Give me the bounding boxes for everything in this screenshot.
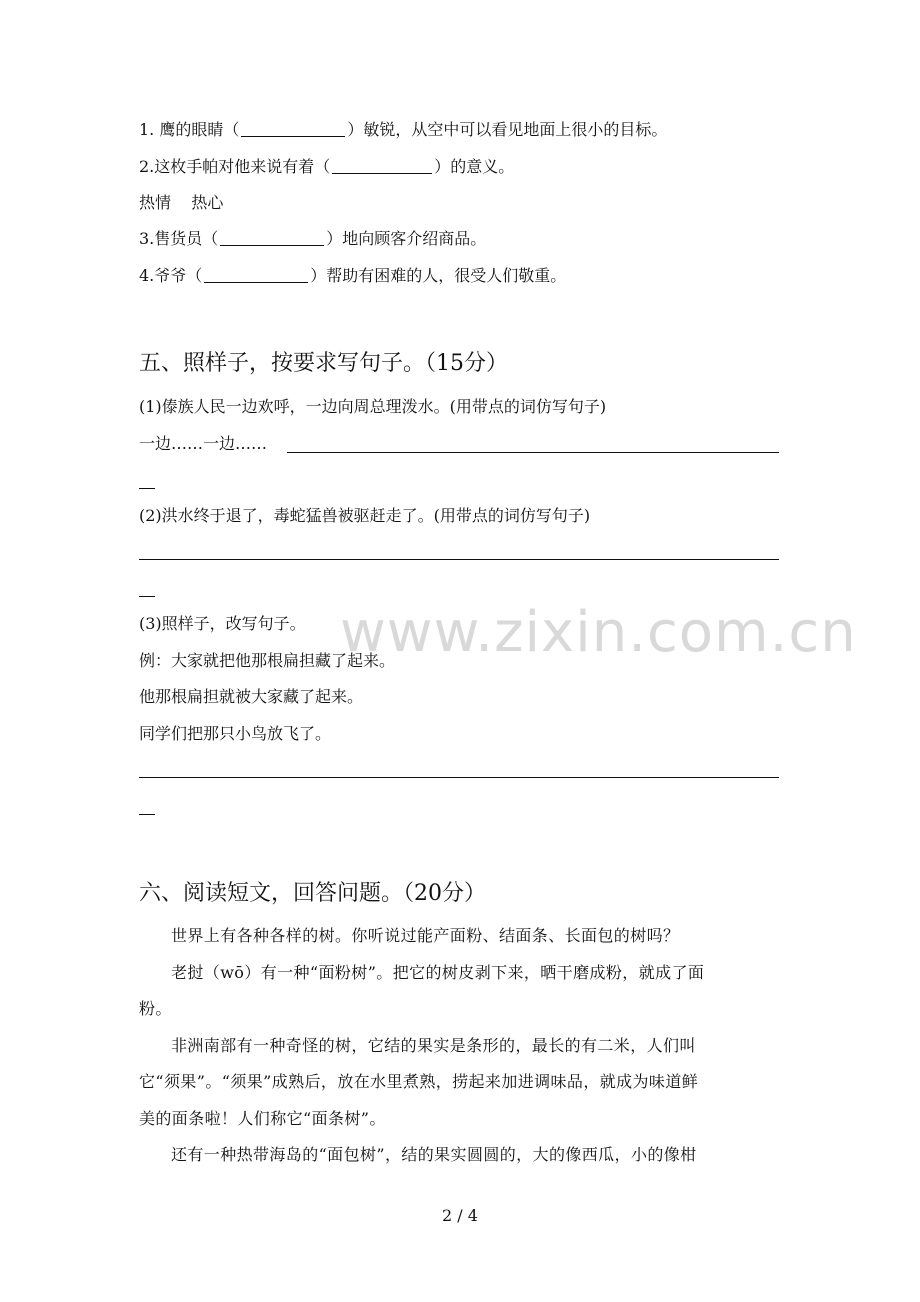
- question-3: [139, 229, 486, 249]
- section-5-item-1: (1)傣族人民一边欢呼，一边向周总理泼水。(用带点的词仿写句子): [139, 397, 607, 416]
- section-5-item-1-prompt: 一边……一边……: [139, 434, 268, 453]
- section-5-item-2: (2)洪水终于退了，毒蛇猛兽被驱赶走了。(用带点的词仿写句子): [139, 506, 591, 525]
- answer-line-2-tail: [139, 596, 155, 597]
- reading-paragraph-1: 世界上有各种各样的树。你听说过能产面粉、结面条、长面包的树吗？: [171, 926, 680, 945]
- reading-paragraph-4-line-1: 还有一种热带海岛的“面包树”，结的果实圆圆的，大的像西瓜，小的像柑: [171, 1145, 697, 1164]
- reading-paragraph-3-line-2: 它“须果”。“须果”成熟后，放在水里煮熟，捞起来加进调味品，就成为味道鲜: [139, 1072, 699, 1091]
- question-1-suffix: ）敏锐，从空中可以看见地面上很小的目标。: [347, 120, 668, 139]
- question-2: [139, 157, 514, 177]
- answer-line-2[interactable]: [139, 559, 779, 560]
- question-3-prefix: 3.售货员（: [139, 229, 219, 248]
- section-5-title: 五、照样子，按要求写句子。（15分）: [139, 351, 508, 376]
- section-5-item-3: (3)照样子，改写句子。: [139, 614, 306, 633]
- section-5-item-3-task: 同学们把那只小鸟放飞了。: [139, 724, 332, 743]
- question-1: [139, 120, 667, 140]
- reading-paragraph-2-line-2: 粉。: [139, 999, 172, 1018]
- question-4-suffix: ）帮助有困难的人，很受人们敬重。: [310, 266, 567, 285]
- reading-paragraph-2-line-1: 老挝（wō）有一种“面粉树”。把它的树皮剥下来，晒干磨成粉，就成了面: [171, 963, 705, 982]
- question-2-prefix: 2.这枚手帕对他来说有着（: [139, 157, 331, 176]
- question-1-prefix: 1. 鹰的眼睛（: [139, 120, 240, 139]
- page-number: 2 / 4: [442, 1206, 478, 1225]
- answer-line-1[interactable]: [287, 452, 779, 453]
- answer-line-3-tail: [139, 814, 155, 815]
- question-4-prefix: 4.爷爷（: [139, 266, 203, 285]
- reading-paragraph-3-line-3: 美的面条啦！人们称它“面条树”。: [139, 1109, 386, 1128]
- answer-blank-3[interactable]: [220, 229, 324, 246]
- reading-paragraph-3-line-1: 非洲南部有一种奇怪的树，它结的果实是条形的，最长的有二米，人们叫: [171, 1036, 696, 1055]
- answer-blank-2[interactable]: [332, 157, 432, 174]
- answer-line-1-tail: [139, 488, 155, 489]
- answer-blank-1[interactable]: [241, 120, 345, 137]
- example-answer: 他那根扁担就被大家藏了起来。: [139, 687, 364, 706]
- word-choices: 热情 热心: [139, 193, 224, 212]
- answer-line-3[interactable]: [139, 777, 779, 778]
- question-2-suffix: ）的意义。: [434, 157, 515, 176]
- question-4: [139, 266, 566, 286]
- answer-blank-4[interactable]: [204, 266, 308, 283]
- question-3-suffix: ）地向顾客介绍商品。: [326, 229, 487, 248]
- example-sentence: 例：大家就把他那根扁担藏了起来。: [139, 651, 396, 670]
- section-6-title: 六、阅读短文，回答问题。（20分）: [139, 881, 486, 906]
- watermark: www.zixin.com.cn: [340, 600, 857, 665]
